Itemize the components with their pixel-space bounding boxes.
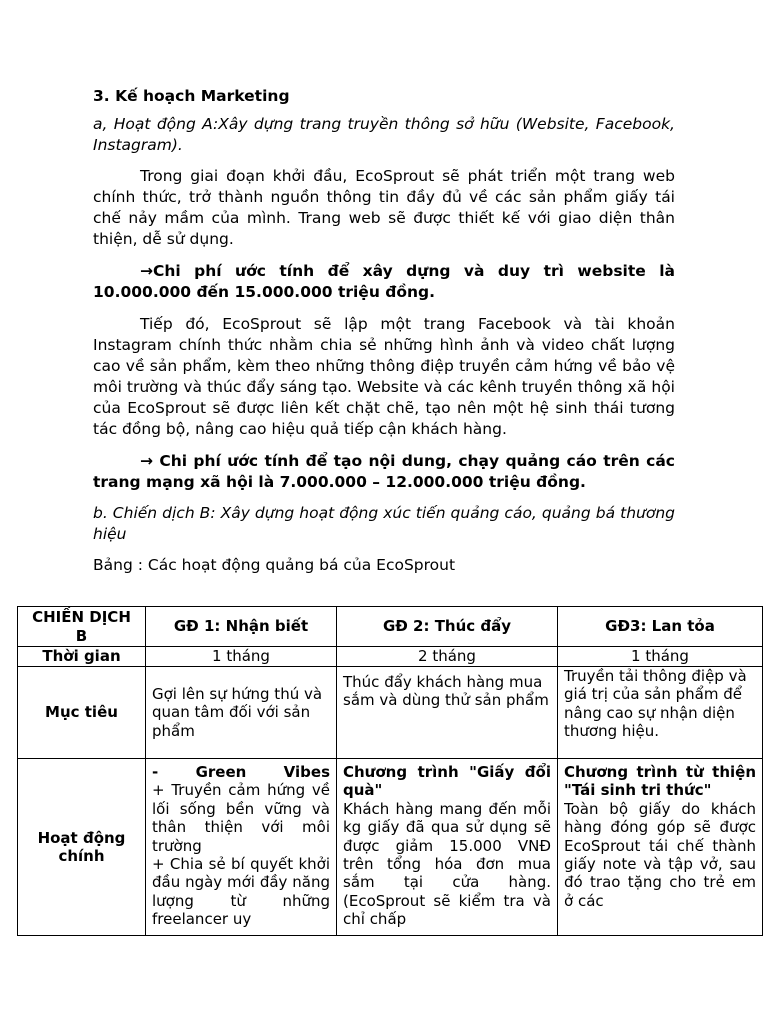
activity-2-title: Chương trình "Giấy đổi quà": [343, 763, 551, 800]
activity-stage-2: [337, 759, 558, 936]
cost-social: → Chi phí ước tính để tạo nội dung, chạy quảng cáo trên các trang mạng xã hội là 7.000.000 – 12.000.000 triệu đồng.: [93, 452, 675, 491]
goal-stage-2: Thúc đẩy khách hàng mua sắm và dùng thử sản phẩm: [337, 667, 558, 759]
row-label-goal: Mục tiêu: [18, 667, 146, 759]
activity-a-title: a, Hoạt động A:Xây dựng trang truyền thông sở hữu (Website, Facebook, Instagram).: [93, 115, 675, 154]
time-stage-3: 1 tháng: [558, 647, 763, 667]
header-stage-3: GĐ3: Lan tỏa: [558, 607, 763, 647]
table-row-time: [18, 647, 763, 667]
table-row-goal: [18, 667, 763, 759]
header-stage-2: GĐ 2: Thúc đẩy: [337, 607, 558, 647]
activity-3-title: Chương trình từ thiện "Tái sinh tri thức": [564, 763, 756, 800]
header-campaign: CHIẾN DỊCH B: [18, 607, 146, 647]
header-stage-1: GĐ 1: Nhận biết: [146, 607, 337, 647]
paragraph-social: Tiếp đó, EcoSprout sẽ lập một trang Facebook và tài khoản Instagram chính thức nhằm chia sẻ những hình ảnh và video chất lượng cao về sản phẩm, kèm theo những thông điệp truyền cảm hứng về bảo vệ môi trường và thúc đẩy sáng tạo. Website và các kênh truyền thông xã hội của EcoSprout sẽ được liên kết chặt chẽ, tạo nên một hệ sinh thái tương tác đồng bộ, nâng cao hiệu quả tiếp cận khách hàng.: [93, 315, 675, 438]
goal-stage-3: Truyền tải thông điệp và giá trị của sản phẩm để nâng cao sự nhận diện thương hiệu.: [558, 667, 763, 759]
table-caption: Bảng : Các hoạt động quảng bá của EcoSprout: [93, 556, 456, 574]
table-row-activity: [18, 759, 763, 936]
activity-1-body: + Truyền cảm hứng về lối sống bền vững và thân thiện với môi trường + Chia sẻ bí quyết khởi đầu ngày mới đầy năng lượng từ những freelancer uy: [152, 781, 330, 929]
goal-stage-1: Gợi lên sự hứng thú và quan tâm đối với sản phẩm: [146, 667, 337, 759]
activity-2-body: Khách hàng mang đến mỗi kg giấy đã qua sử dụng sẽ được giảm 15.000 VNĐ trên tổng hóa đơn mua sắm tại cửa hàng. (EcoSprout sẽ kiểm tra và chỉ chấp: [343, 799, 551, 929]
activity-1-title: - Green Vibes: [152, 763, 330, 781]
cost-website: →Chi phí ước tính để xây dựng và duy trì website là 10.000.000 đến 15.000.000 triệu đồng.: [93, 262, 675, 301]
campaign-b-title: b. Chiến dịch B: Xây dựng hoạt động xúc tiến quảng cáo, quảng bá thương hiệu: [93, 504, 675, 543]
activity-stage-3: [558, 759, 763, 936]
table-header-row: [18, 607, 763, 647]
document-body: [93, 86, 675, 576]
paragraph-website: Trong giai đoạn khởi đầu, EcoSprout sẽ phát triển một trang web chính thức, trở thành nguồn thông tin đầy đủ về các sản phẩm giấy tái chế nảy mầm của mình. Trang web sẽ được thiết kế với giao diện thân thiện, dễ sử dụng.: [93, 167, 675, 248]
time-stage-1: 1 tháng: [146, 647, 337, 667]
row-label-activity: Hoạt động chính: [18, 759, 146, 936]
activity-3-body: Toàn bộ giấy do khách hàng đóng góp sẽ được EcoSprout tái chế thành giấy note và tập vở, sau đó trao tặng cho trẻ em ở các: [564, 799, 756, 910]
section-title: 3. Kế hoạch Marketing: [93, 87, 290, 105]
campaign-table: [17, 606, 763, 936]
row-label-time: Thời gian: [18, 647, 146, 667]
time-stage-2: 2 tháng: [337, 647, 558, 667]
activity-stage-1: [146, 759, 337, 936]
